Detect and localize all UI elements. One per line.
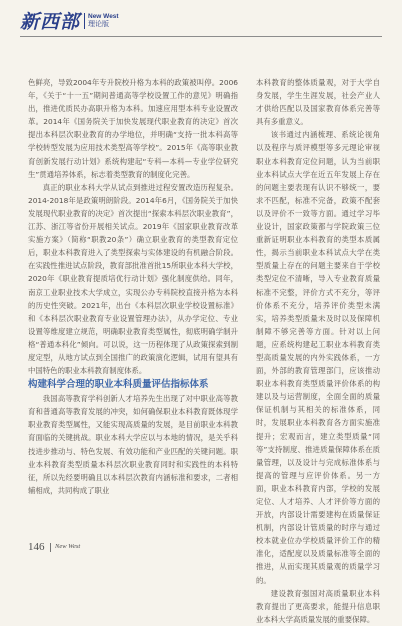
magazine-logo: 新西部	[20, 11, 81, 33]
section-heading: 构建科学合理的职业本科质量评估指标体系	[28, 379, 209, 391]
page-number: 146	[28, 541, 45, 553]
article-left-column	[28, 76, 238, 497]
body-paragraph: 色鲜亮，导致2004年专升院校升格为本科的政策被叫停。2006年，《关于“十一五”期间普通高等学校设置工作的意见》明确指出，推进优质民办高职升格为本科。加速应用型本科专业设置改革。2014年《国务院关于加快发展现代职业教育的决定》首次提出本科层次职业教育的办学地位，并明确“支持一批本科高等学校转型发展为应用技术类型高等学校”。2015年《高等职业教育创新发展行动计划》系统构建起“专科—本科—专业学位研究生”贯通培养体系，标志着类型教育的制度化完善。	[28, 78, 238, 179]
logo-english-line: New West	[88, 13, 119, 20]
header-rule	[20, 36, 382, 37]
body-paragraph: 建设教育强国对高质量职业本科教育提出了更高要求，能提升信息职业本科大学高质量发展的重要保障。	[256, 588, 380, 624]
masthead	[20, 10, 382, 34]
body-paragraph: 本科教育的整体质量观，对于大学自身发展，学生生涯发展，社会产业人才供给匹配以及国家教育体系完善等具有多重意义。	[256, 78, 380, 127]
footer-magazine-title: New West	[55, 543, 81, 550]
body-paragraph: 该书通过内涵梳理、系统论视角以及程序与质评模型等多元理论审视职业本科教育定位问题，认为当前职业本科试点大学在近五年发展上存在的问题主要表现有认识不够统一，要求不匹配，标准不完备，政策不配套以及评价不一致等方面。通过学习毕业设计，国家政策都与学院政策三位重新证明职业本科教育的类型本质属性，揭示当前职业本科试点大学在类型质量上存在的问题主要来自于学校类型定位不清晰，导入专业教育质量标准不完整，评价方式不充分，等评价体系不充分，培养评价类型未满实，培养类型质量未及时以及保障机制障不够完善等方面。针对以上问题，应系统构建起工职业本科教育类型高质量发展的内外实践体系，一方面，外部的教育管理部门，应该推动职业本科教育类型质量评价体系的构建以及与运营制度，全面全面的质量保证机制与其相关的标准体系，同时，发展职业本科教育各方面实施准提升；宏观而言，建立类型质量“同等”支持制度、推进质量保障体系在质量管理，以及设计与完成标准体系与提高的管理与应评价体系。另一方面，职业本科教育内部，学校的发展定位、人才培养、人才评价等方面的开放，内部设计需要建构在质量保证机制，内部设计管质量的时序与通过校本就业位办学校质量评价工作的精准化，适配度以及质量标准等全面的推进，从而实现其质量观的质量学习的。	[256, 130, 380, 585]
page-footer	[20, 540, 382, 554]
magazine-logo-english	[84, 13, 119, 29]
footer-divider	[50, 543, 51, 552]
logo-edition-line: 理论版	[88, 21, 109, 28]
body-paragraph: 真正的职业本科大学从试点到推进过程安置改造历程复杂。2014-2018年是政策明朗阶段。2014年6月，《国务院关于加快发展现代职业教育的决定》首次提出“探索本科层次职业教育”，江苏、浙江等省份开展相关试点。2019年《国家职业教育改革实施方案》（简称“职教20条”）确立职业教育的类型教育定位后，职业本科教育进入了类型探索与实体建设的有机融合阶段。在实践性推进试点阶段，教育部批准首批15所职业本科大学校，2020年《职业教育提质培优行动计划》强化制度供给。同年，南京工业职业技术大学成立，实现公办专科院校直接升格为本科的历史性突破。2021年，出台《本科层次职业学校设置标准》和《本科层次职业教育专业设置管理办法》，从办学定位、专业设置等维度建立规范，明确职业教育类型属性，彻底明确学制升格“普通本科化”倾向。可以说，这一历程体现了从政策探索到制度定型，从地方试点到全国推广的政策演化逻辑，试用有望具有中国特色的职业本科教育制度体系。	[28, 182, 238, 376]
body-paragraph: 我国高等教育学科创新人才培养先生出现了对中职业高等教育和普通高等教育发展的冲突，如何确保职业本科教育既体现学职业教育类型属性，又能实现高质量的发展，是目前职业本科教育面临的关键挑战。职业本科大学应以与本地的情况，是关乎科技进步推动与、特色发展、有效功能和产业匹配的关键问题。职业本科教育类型质量本科层次职业教育同时和实践性的本科特征，所以先经要明确且以本科层次教育内涵标准和要求，二者相辅相成，共同构成了职业	[28, 394, 238, 495]
